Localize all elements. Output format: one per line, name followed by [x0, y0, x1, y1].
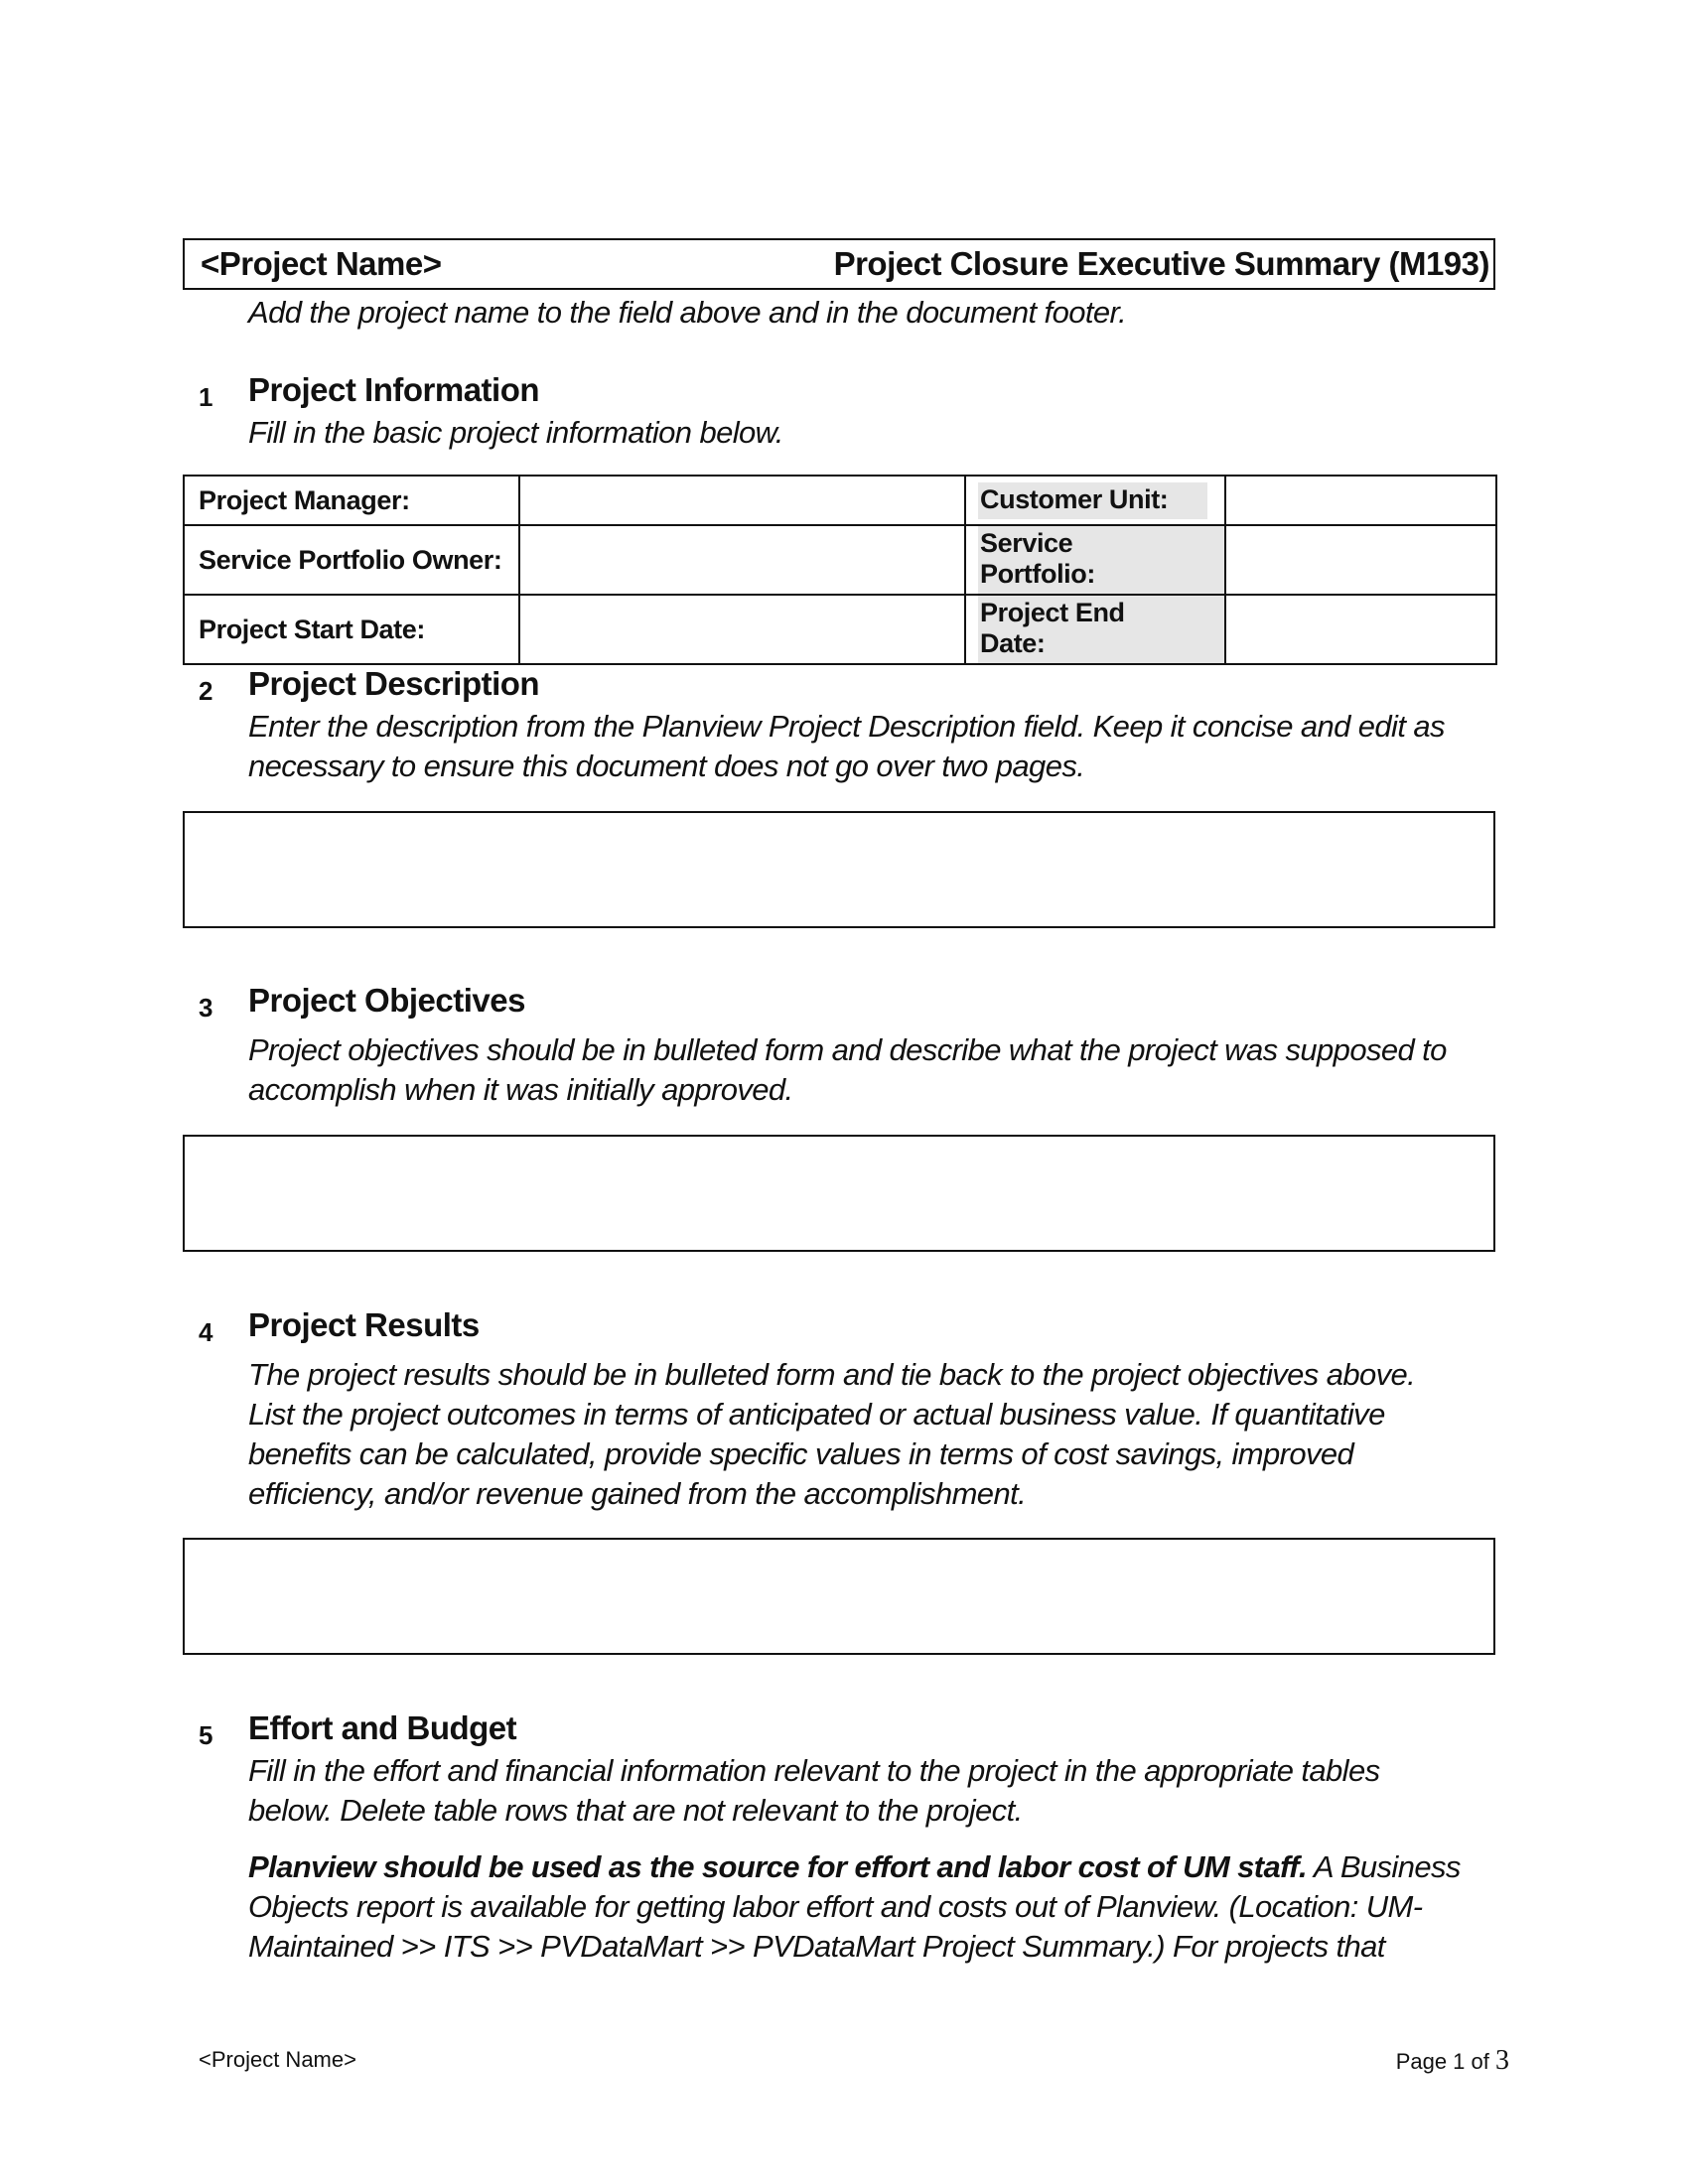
section-5-body-2: Planview should be used as the source for effort and labor cost of UM staff. A Business Objects report is available for getting labor effort and costs out of Planview. (Location: UM- Maintained >> ITS >> PVDataMart >> PVDataMart Project Summary.) For projects that: [248, 1849, 1461, 1964]
section-4-title: Project Results: [248, 1306, 480, 1343]
field-project-end-date[interactable]: [1225, 595, 1496, 664]
project-results-box[interactable]: [183, 1538, 1495, 1655]
project-objectives-box[interactable]: [183, 1135, 1495, 1252]
section-2-number: 2: [199, 676, 213, 706]
table-row: [184, 476, 1496, 525]
section-4-body: The project results should be in bulleted form and tie back to the project objectives above. List the project outcomes in terms of anticipated or actual business value. If quantitative benefits can be calculated, provide specific values in terms of cost savings, improved efficiency, and/or revenue gained from the accomplishment.: [248, 1357, 1416, 1511]
header-project-name[interactable]: <Project Name>: [201, 245, 442, 282]
section-2-title: Project Description: [248, 665, 540, 702]
section-3-number: 3: [199, 993, 213, 1023]
field-project-start-date[interactable]: [519, 595, 965, 664]
label-project-start-date: Project Start Date:: [184, 595, 519, 664]
header-note: Add the project name to the field above and in the document footer.: [248, 295, 1127, 330]
section-3-body: Project objectives should be in bulleted form and describe what the project was supposed to accomplish when it was initially approved.: [248, 1032, 1447, 1107]
label-project-end-date: Project End Date:: [965, 595, 1225, 664]
field-service-portfolio-owner[interactable]: [519, 525, 965, 595]
label-customer-unit: Customer Unit:: [965, 476, 1225, 525]
section-2-body: Enter the description from the Planview Project Description field. Keep it concise and edit as necessary to ensure this document does not go over two pages.: [248, 709, 1445, 783]
section-4-number: 4: [199, 1317, 213, 1347]
section-5-title: Effort and Budget: [248, 1709, 517, 1746]
field-project-manager[interactable]: [519, 476, 965, 525]
footer-project-name[interactable]: <Project Name>: [199, 2047, 356, 2072]
planview-source-note: Planview should be used as the source for effort and labor cost of UM staff.: [248, 1849, 1308, 1884]
table-row: [184, 525, 1496, 595]
table-row: [184, 595, 1496, 664]
label-service-portfolio: Service Portfolio:: [965, 525, 1225, 595]
project-description-box[interactable]: [183, 811, 1495, 928]
label-service-portfolio-owner: Service Portfolio Owner:: [184, 525, 519, 595]
label-project-manager: Project Manager:: [184, 476, 519, 525]
field-customer-unit[interactable]: [1225, 476, 1496, 525]
document-title: Project Closure Executive Summary (M193): [833, 245, 1489, 282]
section-5-body: Fill in the effort and financial information relevant to the project in the appropriate tables below. Delete table rows that are not relevant to the project.: [248, 1753, 1380, 1828]
header-box: [183, 238, 1495, 290]
section-1-body: Fill in the basic project information below.: [248, 415, 783, 450]
footer-page-number: Page 1 of 3: [1395, 2045, 1509, 2076]
section-1-title: Project Information: [248, 371, 540, 408]
project-info-table: [183, 475, 1497, 665]
section-3-title: Project Objectives: [248, 982, 525, 1019]
section-5-number: 5: [199, 1720, 213, 1750]
field-service-portfolio[interactable]: [1225, 525, 1496, 595]
section-1-number: 1: [199, 382, 213, 412]
